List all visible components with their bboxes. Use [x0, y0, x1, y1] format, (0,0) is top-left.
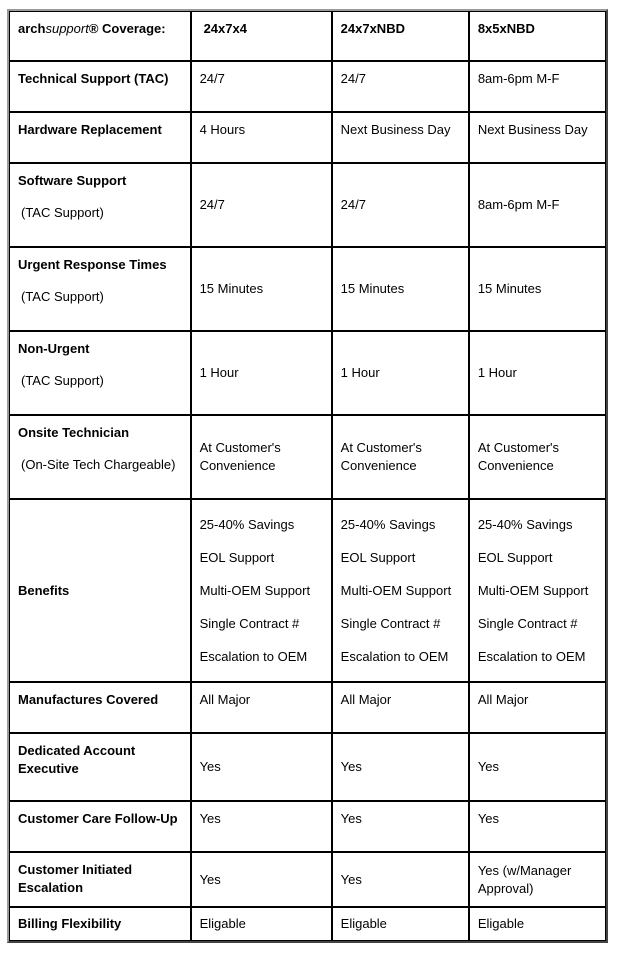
cell-value: All Major: [469, 682, 606, 733]
brand-bold: arch: [18, 21, 46, 36]
cell-value: 1 Hour: [469, 331, 606, 415]
list-item: EOL Support: [477, 550, 553, 565]
list-item: 25-40% Savings: [199, 517, 295, 532]
table-row: [9, 163, 606, 247]
cell-value: At Customer's Convenience: [191, 415, 332, 499]
row-label-main: Non-Urgent: [18, 341, 90, 356]
row-label-main: Urgent Response Times: [18, 257, 167, 272]
cell-value: All Major: [332, 682, 469, 733]
row-label: Manufactures Covered: [9, 682, 191, 733]
row-label: [9, 163, 191, 247]
coverage-table: [7, 9, 608, 943]
list-item: EOL Support: [340, 550, 416, 565]
plan-header: 8x5xNBD: [469, 11, 606, 61]
row-label: Billing Flexibility: [9, 907, 191, 941]
brand-heading: [9, 11, 191, 61]
cell-value: Yes: [191, 801, 332, 852]
cell-value: Eligable: [332, 907, 469, 941]
benefits-list: [332, 499, 469, 682]
header-row: [9, 11, 606, 61]
row-label: [9, 415, 191, 499]
list-item: Escalation to OEM: [340, 649, 449, 664]
cell-value: Yes: [191, 852, 332, 907]
cell-value: 8am-6pm M-F: [469, 163, 606, 247]
cell-value: 24/7: [191, 61, 332, 112]
table-row: [9, 852, 606, 907]
cell-value: 24/7: [332, 163, 469, 247]
cell-value: 24/7: [191, 163, 332, 247]
cell-value: 24/7: [332, 61, 469, 112]
cell-value: Next Business Day: [332, 112, 469, 163]
list-item: Single Contract #: [199, 616, 300, 631]
table-row: [9, 907, 606, 941]
row-label: Customer Care Follow-Up: [9, 801, 191, 852]
row-label-sub: (TAC Support): [21, 289, 104, 304]
list-item: EOL Support: [199, 550, 275, 565]
row-label: Hardware Replacement: [9, 112, 191, 163]
list-item: 25-40% Savings: [477, 517, 573, 532]
cell-value: At Customer's Convenience: [469, 415, 606, 499]
list-item: Escalation to OEM: [199, 649, 308, 664]
list-item: Multi-OEM Support: [477, 583, 589, 598]
cell-value: 15 Minutes: [191, 247, 332, 331]
list-item: Multi-OEM Support: [340, 583, 452, 598]
cell-value: 4 Hours: [191, 112, 332, 163]
table-row: [9, 801, 606, 852]
brand-italic: support: [45, 21, 89, 36]
cell-value: Yes: [332, 733, 469, 801]
row-label-main: Onsite Technician: [18, 425, 130, 440]
table-row: [9, 415, 606, 499]
cell-value: Next Business Day: [469, 112, 606, 163]
plan-header: 24x7xNBD: [332, 11, 469, 61]
row-label: [9, 247, 191, 331]
benefits-list: [469, 499, 606, 682]
plan-header: 24x7x4: [191, 11, 332, 61]
row-label: Customer Initiated Escalation: [9, 852, 191, 907]
list-item: Single Contract #: [477, 616, 578, 631]
row-label-main: Software Support: [18, 173, 127, 188]
benefits-list: [191, 499, 332, 682]
cell-value: Eligable: [469, 907, 606, 941]
cell-value: 15 Minutes: [332, 247, 469, 331]
table-row: [9, 247, 606, 331]
cell-value: 1 Hour: [332, 331, 469, 415]
row-label: Benefits: [9, 499, 191, 682]
cell-value: Yes: [469, 733, 606, 801]
cell-value: At Customer's Convenience: [332, 415, 469, 499]
table-row: [9, 331, 606, 415]
cell-value: All Major: [191, 682, 332, 733]
cell-value: 1 Hour: [191, 331, 332, 415]
row-label-sub: (On-Site Tech Chargeable): [21, 457, 176, 472]
table-row: [9, 499, 606, 682]
row-label: Technical Support (TAC): [9, 61, 191, 112]
row-label: Dedicated Account Executive: [9, 733, 191, 801]
list-item: Multi-OEM Support: [199, 583, 311, 598]
list-item: Escalation to OEM: [477, 649, 586, 664]
cell-value: Yes: [332, 852, 469, 907]
cell-value: 15 Minutes: [469, 247, 606, 331]
brand-rest: ® Coverage:: [88, 21, 166, 36]
row-label-sub: (TAC Support): [21, 373, 104, 388]
cell-value: Yes: [332, 801, 469, 852]
list-item: 25-40% Savings: [340, 517, 436, 532]
table-row: [9, 61, 606, 112]
row-label-sub: (TAC Support): [21, 205, 104, 220]
table-row: [9, 112, 606, 163]
row-label: [9, 331, 191, 415]
list-item: Single Contract #: [340, 616, 441, 631]
cell-value: Yes (w/Manager Approval): [469, 852, 606, 907]
cell-value: Yes: [191, 733, 332, 801]
cell-value: Yes: [469, 801, 606, 852]
cell-value: Eligable: [191, 907, 332, 941]
table-row: [9, 682, 606, 733]
cell-value: 8am-6pm M-F: [469, 61, 606, 112]
table-row: [9, 733, 606, 801]
